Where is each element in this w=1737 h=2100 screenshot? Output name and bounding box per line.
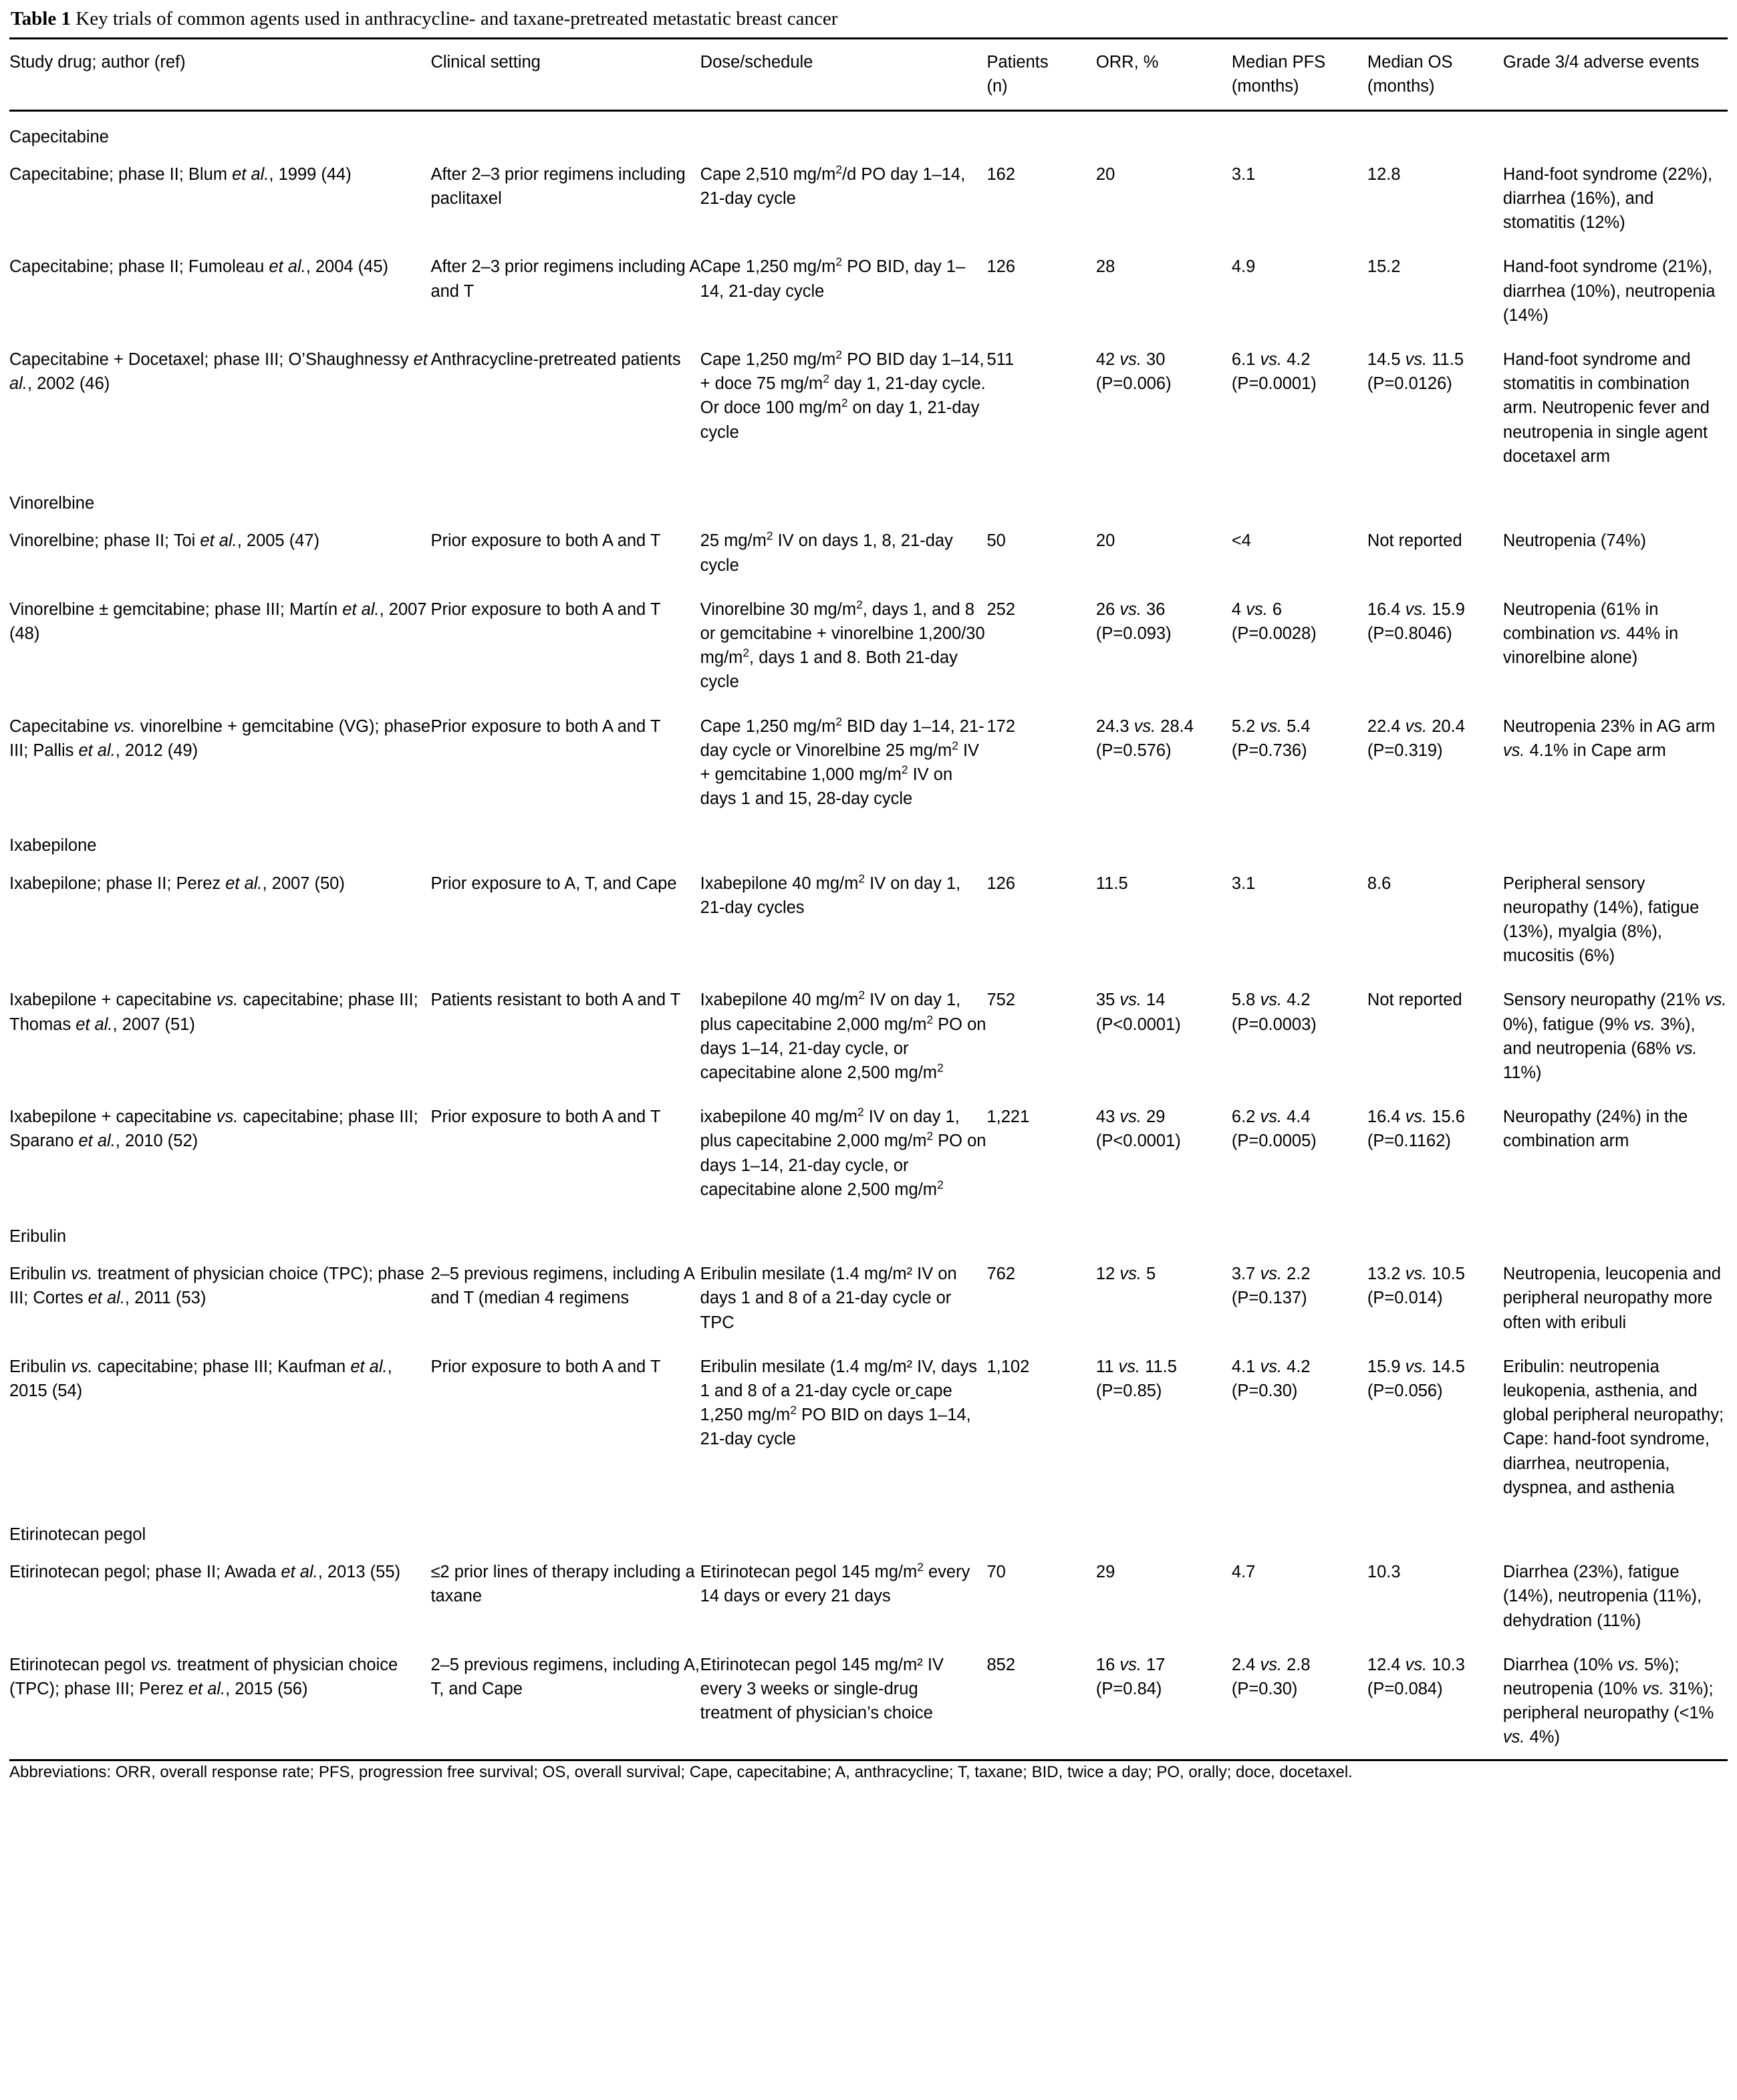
cell-patients: 1,102 [986,1357,1030,1376]
col-header-setting-label: Clinical setting [430,53,541,72]
table-row [9,704,1728,821]
col-header-adverse-events [1503,39,1728,110]
col-header-adverse-events-label: Grade 3/4 adverse events [1502,53,1700,72]
cell-orr: 29 [1095,1563,1115,1582]
cell-study: Capecitabine; phase II; Fumoleau et al., 2004 (45) [9,257,389,277]
cell-pfs: 3.7 vs. 2.2 (P=0.137) [1231,1265,1311,1308]
table-row [9,518,1728,586]
cell-ae: Hand-foot syndrome and stomatitis in combination arm. Neutropenic fever and neutropenia in single agent docetaxel arm [1502,350,1710,466]
cell-patients: 762 [986,1265,1016,1284]
group-header-row [9,1509,1728,1549]
footnote-text: Abbreviations: ORR, overall response rate; PFS, progression free survival; OS, overall survival; Cape, capecitabine; A, anthracycline; T, taxane; BID, twice a day; PO, orally; doce, docetaxel. [9,1760,1728,1784]
cell-orr: 35 vs. 14 (P<0.0001) [1095,991,1181,1034]
col-header-setting [430,39,700,110]
cell-setting: Prior exposure to A, T, and Cape [430,874,677,893]
cell-ae: Diarrhea (10% vs. 5%); neutropenia (10% vs. 31%); peripheral neuropathy (<1% vs. 4%) [1502,1655,1714,1747]
cell-ae: Eribulin: neutropenia leukopenia, asthenia, and global peripheral neuropathy; Cape: hand-foot syndrome, diarrhea, neutropenia, dyspnea, and asthenia [1502,1357,1724,1497]
col-header-pfs-label: Median PFS [1231,53,1326,72]
col-header-dose [700,39,987,110]
group-header-row [9,820,1728,860]
cell-ae: Neutropenia, leucopenia and peripheral neuropathy more often with eribuli [1502,1265,1721,1332]
col-header-orr-label: ORR, % [1095,53,1159,72]
group-header-row [9,478,1728,518]
cell-os: 15.2 [1367,257,1401,277]
cell-orr: 24.3 vs. 28.4 (P=0.576) [1095,716,1194,760]
cell-ae: Hand-foot syndrome (21%), diarrhea (10%), neutropenia (14%) [1502,257,1716,325]
cell-study: Capecitabine vs. vinorelbine + gemcitabine (VG); phase III; Pallis et al., 2012 (49) [9,716,431,760]
cell-os: 22.4 vs. 20.4 (P=0.319) [1367,716,1465,760]
cell-ae: Sensory neuropathy (21% vs. 0%), fatigue (9% vs. 3%), and neutropenia (68% vs. 11%) [1502,991,1727,1082]
cell-study: Ixabepilone + capecitabine vs. capecitabine; phase III; Thomas et al., 2007 (51) [9,991,418,1034]
cell-pfs: 4.7 [1231,1563,1256,1582]
col-header-os-label: Median OS [1367,53,1453,72]
cell-os: 8.6 [1367,874,1391,893]
table-row [9,1642,1728,1760]
cell-orr: 20 [1095,531,1115,551]
cell-study: Eribulin vs. capecitabine; phase III; Kaufman et al., 2015 (54) [9,1357,392,1400]
cell-dose: Ixabepilone 40 $mg/m^2$ IV on day 1, 21-day cycles [700,872,961,917]
cell-study: Etirinotecan pegol; phase II; Awada et al., 2013 (55) [9,1563,401,1582]
cell-setting: After 2–3 prior regimens including A and T [430,257,700,301]
cell-dose: Etirinotecan pegol 145 mg/m² IV every 3 weeks or single-drug treatment of physician’s choice [700,1655,944,1723]
cell-orr: 11 vs. 11.5 (P=0.85) [1095,1357,1177,1400]
cell-dose: Cape 2,510 $mg/m^2/d$ PO day 1–14, 21-day cycle [700,162,966,209]
cell-dose: Cape 1,250 $mg/m^2$ PO BID day 1–14, + doce 75 $mg/m^2$ day 1, 21-day cycle. Or doce 100 $mg/m^2$ on day 1, 21-day cycle [700,348,986,442]
cell-pfs: 3.1 [1231,164,1256,184]
cell-study: Capecitabine; phase II; Blum et al., 1999 (44) [9,164,352,184]
table-head [9,39,1728,110]
cell-patients: 162 [986,164,1016,184]
cell-patients: 511 [986,350,1015,370]
cell-dose: Eribulin mesilate (1.4 mg/m² IV, days 1 and 8 of a 21-day cycle or cape 1,250 $mg/m^2$ PO BID on days 1–14, 21-day cycle [700,1357,977,1449]
cell-setting: Patients resistant to both A and T [430,991,681,1010]
cell-orr: 28 [1095,257,1115,277]
cell-os: 16.4 vs. 15.9 (P=0.8046) [1367,600,1465,643]
cell-dose: Eribulin mesilate (1.4 mg/m² IV on days 1 and 8 of a 21-day cycle or TPC [700,1265,957,1332]
cell-os: 14.5 vs. 11.5 (P=0.0126) [1367,350,1464,394]
cell-dose: Cape 1,250 $mg/m^2$ PO BID, day 1–14, 21-day cycle [700,255,966,301]
cell-dose: Vinorelbine 30 $mg/m^2$, days 1, and 8 or gemcitabine + vinorelbine 1,200/30 $mg/m^2$, days 1 and 8. Both 21-day cycle [700,598,985,692]
cell-os: 10.3 [1367,1563,1401,1582]
group-header-row [9,110,1728,152]
col-header-orr [1096,39,1232,110]
cell-study: Vinorelbine; phase II; Toi et al., 2005 (47) [9,531,320,551]
cell-setting: Prior exposure to both A and T [430,1357,661,1376]
cell-pfs: 6.2 vs. 4.4 (P=0.0005) [1231,1107,1317,1151]
col-header-pfs-sublabel: (months) [1231,77,1299,96]
cell-pfs: 5.2 vs. 5.4 (P=0.736) [1231,716,1311,760]
cell-setting: ≤2 prior lines of therapy including a taxane [430,1563,695,1606]
cell-ae: Diarrhea (23%), fatigue (14%), neutropenia (11%), dehydration (11%) [1502,1563,1702,1630]
cell-pfs: 6.1 vs. 4.2 (P=0.0001) [1231,350,1317,394]
cell-orr: 26 vs. 36 (P=0.093) [1095,600,1172,643]
cell-ae: Hand-foot syndrome (22%), diarrhea (16%), and stomatitis (12%) [1502,164,1713,233]
table-row [9,1549,1728,1642]
group-label: Vinorelbine [9,494,95,513]
table-number: Table 1 [11,8,71,29]
table-row [9,977,1728,1094]
cell-patients: 50 [986,531,1006,551]
cell-study: Capecitabine + Docetaxel; phase III; O’Shaughnessy et al., 2002 (46) [9,350,428,394]
cell-pfs: 4.1 vs. 4.2 (P=0.30) [1231,1357,1311,1400]
table-row [9,337,1728,478]
col-header-os [1367,39,1503,110]
cell-dose: Ixabepilone 40 $mg/m^2$ IV on day 1, plus capecitabine 2,000 $mg/m^2$ PO on days 1–14, 21-day cycle, or capecitabine alone 2,500 $mg/m^2$ [700,988,986,1082]
cell-dose: 25 $mg/m^2$ IV on days 1, 8, 21-day cycle [700,529,953,575]
cell-ae: Neutropenia (61% in combination vs. 44% in vinorelbine alone) [1502,600,1679,668]
col-header-patients-sublabel: (n) [986,77,1008,96]
cell-setting: Prior exposure to both A and T [430,716,661,736]
col-header-study-label: Study drug; author (ref) [9,53,186,72]
cell-orr: 16 vs. 17 (P=0.84) [1095,1655,1166,1699]
header-row [9,39,1728,110]
col-header-study [9,39,430,110]
cell-os: Not reported [1367,531,1462,551]
cell-setting: Prior exposure to both A and T [430,531,661,551]
group-label: Ixabepilone [9,836,97,856]
cell-patients: 126 [986,874,1016,893]
cell-setting: Prior exposure to both A and T [430,1107,661,1127]
cell-setting: After 2–3 prior regimens including paclitaxel [430,164,686,209]
table-row [9,244,1728,337]
cell-dose: Cape 1,250 $mg/m^2$ BID day 1–14, 21-day cycle or Vinorelbine 25 $mg/m^2$ IV + gemcitabine 1,000 $mg/m^2$ IV on days 1 and 15, 28-day cycle [700,714,984,809]
cell-study: Ixabepilone; phase II; Perez et al., 2007 (50) [9,874,345,893]
table-body [9,110,1728,1760]
table-caption-text: Key trials of common agents used in anthracycline- and taxane-pretreated metastatic breast cancer [76,8,838,29]
cell-pfs: 2.4 vs. 2.8 (P=0.30) [1231,1655,1311,1699]
table-foot [9,1760,1728,1784]
cell-dose: Etirinotecan pegol 145 $mg/m^2$ every 14 days or every 21 days [700,1560,970,1606]
cell-setting: Prior exposure to both A and T [430,600,661,619]
cell-ae: Neutropenia 23% in AG arm vs. 4.1% in Cape arm [1502,716,1716,760]
cell-study: Eribulin vs. treatment of physician choice (TPC); phase III; Cortes et al., 2011 (53) [9,1265,424,1308]
cell-pfs: <4 [1231,531,1251,551]
cell-os: 16.4 vs. 15.6 (P=0.1162) [1367,1107,1465,1151]
table-row [9,152,1728,245]
cell-study: Etirinotecan pegol vs. treatment of physician choice (TPC); phase III; Perez et al., 2015 (56) [9,1655,398,1699]
cell-pfs: 5.8 vs. 4.2 (P=0.0003) [1231,991,1317,1034]
col-header-pfs [1232,39,1367,110]
table-row [9,587,1728,704]
col-header-dose-label: Dose/schedule [700,53,813,72]
cell-setting: Anthracycline-pretreated patients [430,350,681,370]
table-row [9,1094,1728,1211]
table-row [9,1344,1728,1509]
cell-orr: 11.5 [1095,874,1128,893]
cell-study: Vinorelbine ± gemcitabine; phase III; Martín et al., 2007 (48) [9,600,427,643]
cell-os: 13.2 vs. 10.5 (P=0.014) [1367,1265,1465,1308]
cell-pfs: 4 vs. 6 (P=0.0028) [1231,600,1317,643]
cell-patients: 752 [986,991,1016,1010]
cell-os: 12.4 vs. 10.3 (P=0.084) [1367,1655,1465,1699]
cell-os: Not reported [1367,991,1462,1010]
group-label: Capecitabine [9,127,109,146]
cell-patients: 852 [986,1655,1016,1674]
cell-orr: 12 vs. 5 [1095,1265,1156,1284]
cell-patients: 172 [986,716,1016,736]
footnote-row [9,1760,1728,1784]
col-header-patients-label: Patients [986,53,1049,72]
trials-table [9,37,1728,1784]
cell-patients: 70 [986,1563,1006,1582]
table-caption [9,4,1728,37]
col-header-os-sublabel: (months) [1367,77,1435,96]
cell-pfs: 4.9 [1231,257,1256,277]
cell-setting: 2–5 previous regimens, including A, T, and Cape [430,1655,700,1699]
cell-ae: Peripheral sensory neuropathy (14%), fatigue (13%), myalgia (8%), mucositis (6%) [1502,874,1700,966]
cell-orr: 42 vs. 30 (P=0.006) [1095,350,1172,394]
cell-study: Ixabepilone + capecitabine vs. capecitabine; phase III; Sparano et al., 2010 (52) [9,1107,418,1151]
group-label: Eribulin [9,1226,67,1246]
cell-patients: 126 [986,257,1016,277]
group-header-row [9,1211,1728,1251]
cell-os: 12.8 [1367,164,1401,184]
cell-dose: ixabepilone 40 $mg/m^2$ IV on day 1, plus capecitabine 2,000 $mg/m^2$ PO on days 1–14, 21-day cycle, or capecitabine alone 2,500 $mg/m^2$ [700,1105,986,1199]
cell-orr: 43 vs. 29 (P<0.0001) [1095,1107,1181,1151]
cell-ae: Neuropathy (24%) in the combination arm [1502,1107,1688,1151]
cell-os: 15.9 vs. 14.5 (P=0.056) [1367,1357,1465,1400]
table-row [9,861,1728,978]
col-header-patients [986,39,1095,110]
cell-patients: 1,221 [986,1107,1030,1127]
cell-ae: Neutropenia (74%) [1502,531,1646,551]
cell-patients: 252 [986,600,1016,619]
table-row [9,1251,1728,1344]
group-label: Etirinotecan pegol [9,1525,146,1544]
cell-setting: 2–5 previous regimens, including A and T (median 4 regimens [430,1265,694,1308]
cell-orr: 20 [1095,164,1115,184]
cell-pfs: 3.1 [1231,874,1256,893]
